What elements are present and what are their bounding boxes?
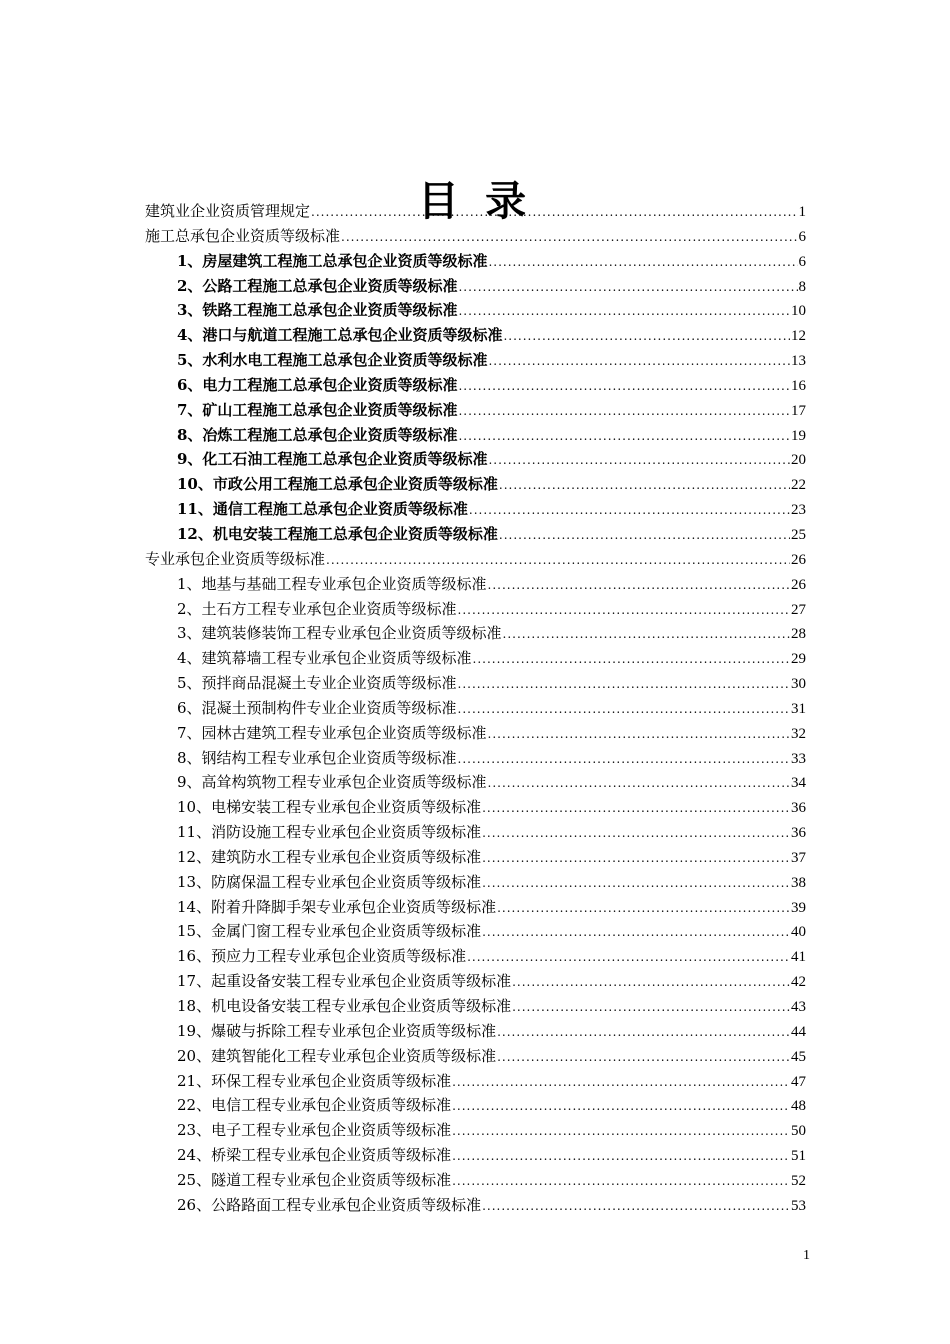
toc-entry-label: 4、港口与航道工程施工总承包企业资质等级标准 — [177, 326, 503, 345]
toc-entry-page: 40 — [791, 924, 806, 941]
table-of-contents — [145, 199, 806, 1218]
toc-entry-page: 47 — [791, 1073, 806, 1090]
toc-entry-page: 26 — [791, 551, 806, 568]
toc-entry[interactable] — [145, 547, 806, 572]
toc-dot-leader — [482, 796, 790, 821]
toc-dot-leader — [452, 1169, 790, 1194]
toc-entry-label: 8、钢结构工程专业承包企业资质等级标准 — [177, 748, 457, 767]
toc-entry-label: 11、通信工程施工总承包企业资质等级标准 — [177, 500, 468, 519]
toc-dot-leader — [341, 225, 797, 250]
toc-entry[interactable] — [145, 1143, 806, 1168]
toc-entry-page: 41 — [791, 949, 806, 966]
toc-entry-label: 14、附着升降脚手架专业承包企业资质等级标准 — [177, 897, 497, 916]
toc-dot-leader — [458, 747, 790, 772]
toc-dot-leader — [497, 1045, 790, 1070]
toc-entry-page: 38 — [791, 874, 806, 891]
toc-entry[interactable] — [145, 472, 806, 497]
toc-entry-label: 建筑业企业资质管理规定 — [145, 202, 311, 220]
toc-entry-label: 10、电梯安装工程专业承包企业资质等级标准 — [177, 798, 482, 817]
toc-entry[interactable] — [145, 870, 806, 895]
toc-entry-label: 22、电信工程专业承包企业资质等级标准 — [177, 1096, 452, 1115]
toc-entry[interactable] — [145, 1069, 806, 1094]
toc-entry-page: 6 — [798, 228, 806, 245]
toc-entry-page: 27 — [791, 601, 806, 618]
toc-entry[interactable] — [145, 795, 806, 820]
toc-entry-label: 2、公路工程施工总承包企业资质等级标准 — [177, 276, 458, 295]
toc-dot-leader — [497, 896, 790, 921]
toc-entry-page: 19 — [791, 427, 806, 444]
toc-entry[interactable] — [145, 522, 806, 547]
toc-dot-leader — [469, 498, 790, 523]
toc-dot-leader — [482, 871, 790, 896]
toc-entry-label: 专业承包企业资质等级标准 — [145, 549, 326, 568]
toc-entry-label: 10、市政公用工程施工总承包企业资质等级标准 — [177, 475, 498, 494]
toc-dot-leader — [488, 771, 790, 796]
toc-entry-label: 9、高耸构筑物工程专业承包企业资质等级标准 — [177, 773, 487, 792]
toc-entry-label: 11、消防设施工程专业承包企业资质等级标准 — [177, 823, 482, 842]
toc-entry-label: 20、建筑智能化工程专业承包企业资质等级标准 — [177, 1046, 497, 1065]
toc-dot-leader — [482, 1194, 790, 1219]
toc-entry[interactable] — [145, 1168, 806, 1193]
toc-entry[interactable] — [145, 323, 806, 348]
toc-entry-page: 8 — [798, 278, 806, 295]
toc-entry[interactable] — [145, 746, 806, 771]
toc-entry-label: 6、混凝土预制构件专业企业资质等级标准 — [177, 698, 457, 717]
toc-entry-label: 16、预应力工程专业承包企业资质等级标准 — [177, 947, 467, 966]
toc-dot-leader — [326, 548, 790, 573]
toc-dot-leader — [503, 324, 790, 349]
toc-entry[interactable] — [145, 423, 806, 448]
toc-entry-page: 34 — [791, 775, 806, 792]
toc-entry-page: 36 — [791, 825, 806, 842]
toc-dot-leader — [512, 995, 790, 1020]
toc-dot-leader — [488, 448, 790, 473]
toc-entry-page: 32 — [791, 725, 806, 742]
toc-entry-label: 25、隧道工程专业承包企业资质等级标准 — [177, 1170, 452, 1189]
toc-entry-page: 25 — [791, 526, 806, 543]
toc-entry[interactable] — [145, 348, 806, 373]
toc-entry-label: 5、预拌商品混凝土专业企业资质等级标准 — [177, 674, 457, 693]
toc-dot-leader — [488, 250, 797, 275]
toc-entry-page: 37 — [791, 849, 806, 866]
toc-dot-leader — [488, 573, 790, 598]
toc-entry-page: 10 — [791, 303, 806, 320]
toc-entry[interactable] — [145, 597, 806, 622]
toc-entry-page: 48 — [791, 1098, 806, 1115]
toc-dot-leader — [458, 374, 790, 399]
toc-entry[interactable] — [145, 646, 806, 671]
toc-entry-label: 4、建筑幕墙工程专业承包企业资质等级标准 — [177, 649, 472, 668]
toc-entry-page: 6 — [798, 253, 806, 270]
toc-entry[interactable] — [145, 274, 806, 299]
toc-entry-page: 22 — [791, 477, 806, 494]
toc-dot-leader — [311, 200, 797, 225]
toc-entry[interactable] — [145, 298, 806, 323]
toc-entry[interactable] — [145, 1019, 806, 1044]
toc-entry[interactable] — [145, 398, 806, 423]
toc-entry-label: 6、电力工程施工总承包企业资质等级标准 — [177, 375, 458, 394]
toc-entry-label: 1、地基与基础工程专业承包企业资质等级标准 — [177, 574, 487, 593]
toc-entry-page: 29 — [791, 651, 806, 668]
toc-dot-leader — [458, 399, 790, 424]
toc-entry-page: 39 — [791, 899, 806, 916]
toc-dot-leader — [482, 846, 790, 871]
toc-dot-leader — [452, 1144, 790, 1169]
toc-entry[interactable] — [145, 895, 806, 920]
toc-entry-page: 28 — [791, 626, 806, 643]
toc-entry-page: 12 — [791, 328, 806, 345]
toc-entry-label: 12、建筑防水工程专业承包企业资质等级标准 — [177, 847, 482, 866]
toc-entry-label: 24、桥梁工程专业承包企业资质等级标准 — [177, 1146, 452, 1165]
toc-entry[interactable] — [145, 721, 806, 746]
toc-entry-page: 44 — [791, 1023, 806, 1040]
toc-entry-label: 2、土石方工程专业承包企业资质等级标准 — [177, 599, 457, 618]
toc-dot-leader — [488, 349, 790, 374]
toc-dot-leader — [467, 945, 790, 970]
toc-entry[interactable] — [145, 1118, 806, 1143]
toc-entry-label: 1、房屋建筑工程施工总承包企业资质等级标准 — [177, 251, 488, 270]
toc-entry-label: 3、铁路工程施工总承包企业资质等级标准 — [177, 301, 458, 320]
toc-entry[interactable] — [145, 224, 806, 249]
toc-dot-leader — [452, 1070, 790, 1095]
toc-dot-leader — [482, 821, 790, 846]
toc-dot-leader — [452, 1094, 790, 1119]
toc-entry[interactable] — [145, 1093, 806, 1118]
toc-entry-page: 43 — [791, 999, 806, 1015]
toc-entry-page: 53 — [791, 1197, 806, 1214]
toc-entry-label: 15、金属门窗工程专业承包企业资质等级标准 — [177, 922, 482, 941]
toc-entry-page: 52 — [791, 1172, 806, 1189]
toc-entry[interactable] — [145, 671, 806, 696]
toc-entry[interactable] — [145, 696, 806, 721]
toc-entry[interactable] — [145, 969, 806, 994]
toc-dot-leader — [499, 473, 790, 498]
toc-dot-leader — [503, 622, 790, 647]
toc-entry[interactable] — [145, 373, 806, 398]
toc-entry[interactable] — [145, 497, 806, 522]
toc-entry[interactable] — [145, 1044, 806, 1069]
toc-entry-page: 36 — [791, 800, 806, 817]
toc-entry-page: 50 — [791, 1123, 806, 1140]
toc-entry[interactable] — [145, 621, 806, 646]
toc-entry[interactable] — [145, 447, 806, 472]
toc-dot-leader — [458, 598, 790, 623]
toc-entry-page: 23 — [791, 502, 806, 519]
toc-entry-page: 30 — [791, 676, 806, 693]
toc-entry-label: 19、爆破与拆除工程专业承包企业资质等级标准 — [177, 1021, 497, 1040]
toc-dot-leader — [497, 1020, 790, 1045]
toc-entry-label: 7、矿山工程施工总承包企业资质等级标准 — [177, 400, 458, 419]
toc-entry-page: 51 — [791, 1148, 806, 1165]
toc-entry-label: 3、建筑装修装饰工程专业承包企业资质等级标准 — [177, 624, 502, 643]
toc-entry-page: 45 — [791, 1048, 806, 1065]
toc-entry-page: 20 — [791, 452, 806, 469]
toc-entry[interactable] — [145, 919, 806, 944]
toc-entry[interactable] — [145, 820, 806, 845]
toc-entry-label: 17、起重设备安装工程专业承包企业资质等级标准 — [177, 972, 512, 991]
toc-entry[interactable] — [145, 770, 806, 795]
toc-dot-leader — [482, 920, 790, 945]
toc-entry-page: 13 — [791, 353, 806, 370]
toc-dot-leader — [458, 697, 790, 722]
toc-dot-leader — [488, 722, 790, 747]
toc-entry-label: 5、水利水电工程施工总承包企业资质等级标准 — [177, 351, 488, 370]
toc-dot-leader — [473, 647, 790, 672]
page-title: 目 录 — [417, 177, 533, 226]
toc-dot-leader — [458, 424, 790, 449]
toc-dot-leader — [452, 1119, 790, 1144]
toc-entry-page: 31 — [791, 700, 806, 717]
page-number: 1 — [803, 1248, 810, 1263]
toc-entry-label: 7、园林古建筑工程专业承包企业资质等级标准 — [177, 723, 487, 742]
toc-entry-page: 1 — [798, 204, 806, 220]
toc-entry[interactable] — [145, 994, 806, 1019]
toc-entry-page: 42 — [791, 974, 806, 991]
toc-entry-page: 26 — [791, 576, 806, 593]
toc-entry[interactable] — [145, 199, 806, 224]
toc-entry-page: 33 — [791, 750, 806, 767]
toc-entry-label: 12、机电安装工程施工总承包企业资质等级标准 — [177, 524, 498, 543]
toc-entry[interactable] — [145, 249, 806, 274]
toc-entry[interactable] — [145, 845, 806, 870]
toc-dot-leader — [458, 672, 790, 697]
toc-entry[interactable] — [145, 944, 806, 969]
toc-dot-leader — [512, 970, 790, 995]
toc-entry-label: 23、电子工程专业承包企业资质等级标准 — [177, 1121, 452, 1140]
toc-entry-label: 13、防腐保温工程专业承包企业资质等级标准 — [177, 872, 482, 891]
toc-entry-label: 9、化工石油工程施工总承包企业资质等级标准 — [177, 450, 488, 469]
toc-dot-leader — [499, 523, 790, 548]
toc-dot-leader — [458, 275, 797, 300]
toc-entry-label: 18、机电设备安装工程专业承包企业资质等级标准 — [177, 997, 512, 1015]
toc-entry-label: 26、公路路面工程专业承包企业资质等级标准 — [177, 1195, 482, 1214]
toc-entry-page: 17 — [791, 402, 806, 419]
toc-entry-label: 21、环保工程专业承包企业资质等级标准 — [177, 1071, 452, 1090]
toc-dot-leader — [458, 299, 790, 324]
toc-entry-label: 8、冶炼工程施工总承包企业资质等级标准 — [177, 425, 458, 444]
toc-entry-page: 16 — [791, 377, 806, 394]
toc-entry[interactable] — [145, 1193, 806, 1218]
toc-entry[interactable] — [145, 572, 806, 597]
toc-entry-label: 施工总承包企业资质等级标准 — [145, 226, 341, 245]
